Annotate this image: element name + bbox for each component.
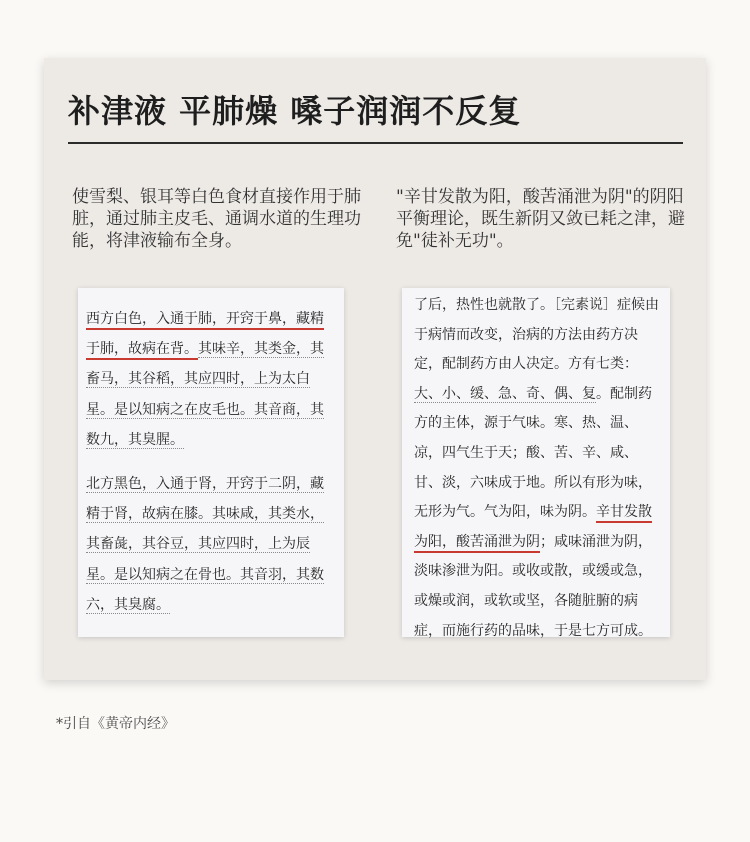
quote-right-text-end: ；咸味涌泄为阴，淡味渗泄为阳。或收或散，或缓或急，或燥或润，或软或坚，各随脏腑的病症，而施行药的品味，于是七方可成。 bbox=[414, 533, 652, 639]
source-footnote: *引自《黄帝内经》 bbox=[56, 716, 175, 732]
quote-right-text-mid: 。配制药方的主体，源于气味。寒、热、温、凉，四气生于天；酸、苦、辛、咸、甘、淡，六味成于地。所以有形为味，无形为气。气为阳，味为阴。 bbox=[414, 385, 652, 521]
quote-left-paragraph-north bbox=[86, 469, 336, 620]
quote-right-text-start: 了后，热性也就散了。［完素说］症候由于病情而改变，治病的方法由药方决定，配制药方由人决定。方有七类： bbox=[414, 297, 659, 373]
intro-left-text: 使雪梨、银耳等白色食材直接作用于肺脏，通过肺主皮毛、通调水道的生理功能，将津液输布全身。 bbox=[72, 187, 361, 251]
title-divider bbox=[68, 142, 683, 144]
quote-left-paragraph-west bbox=[86, 304, 336, 455]
quote-card-right bbox=[402, 288, 670, 637]
quote-left-highlight: 西方白色，入通于肺，开窍于鼻，藏精于肺，故病在背。 bbox=[86, 311, 324, 360]
quote-left-body: 其味辛，其类金，其畜马，其谷稻，其应四时，上为太白星。是以知病之在皮毛也。其音商，其数九，其臭腥。 bbox=[86, 341, 324, 448]
quote-right-paragraph bbox=[414, 291, 660, 646]
quote-right-seven-types: 大、小、缓、急、奇、偶、复 bbox=[414, 385, 596, 402]
content-card bbox=[44, 58, 706, 680]
intro-right-text: "辛甘发散为阳，酸苦涌泄为阴"的阴阳平衡理论，既生新阴又敛已耗之津，避免"徒补无功"。 bbox=[396, 187, 685, 251]
quote-card-left bbox=[78, 288, 344, 637]
quote-right-highlight: 辛甘发散为阳，酸苦涌泄为阴 bbox=[414, 504, 652, 553]
page-title: 补津液 平肺燥 嗓子润润不反复 bbox=[68, 92, 522, 130]
quote-left-body-north: 北方黑色，入通于肾，开窍于二阴，藏精于肾，故病在膝。其味咸，其类水，其畜彘，其谷豆，其应四时，上为辰星。是以知病之在骨也。其音羽，其数六，其臭腐。 bbox=[86, 476, 324, 613]
